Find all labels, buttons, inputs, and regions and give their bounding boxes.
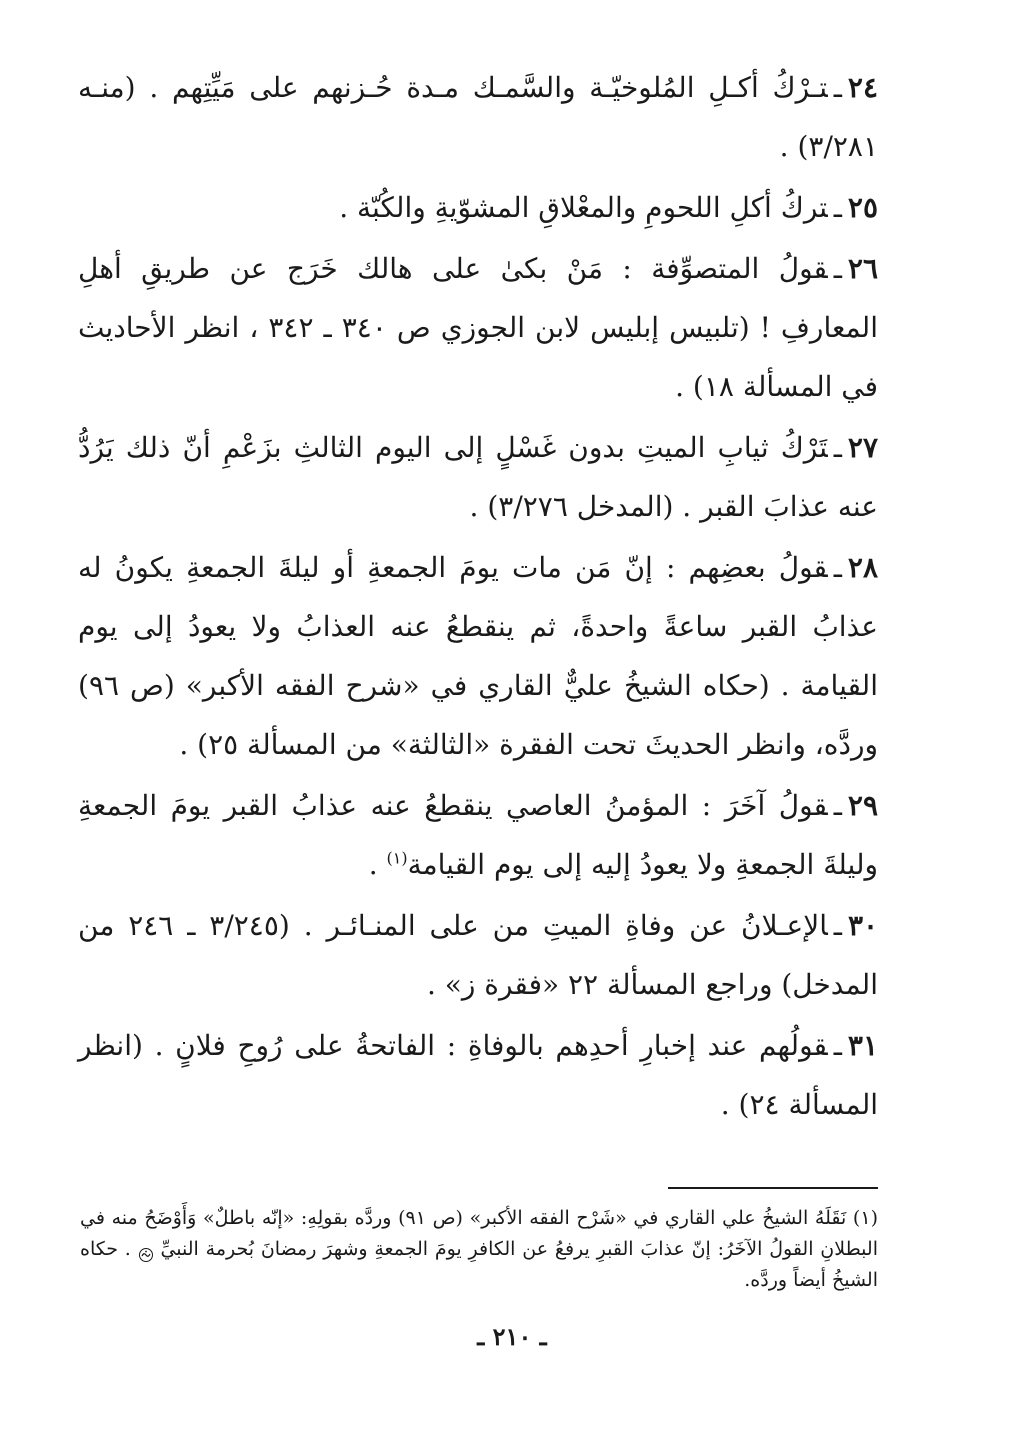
footnote xyxy=(80,1203,878,1296)
item-number: ٢٦ xyxy=(847,252,878,285)
item-number: ٢٥ xyxy=(847,191,878,224)
page-body xyxy=(78,58,878,1136)
list-item: ٢٩ـقولُ آخَرَ : المؤمنُ العاصي ينقطعُ عنه عذابُ القبر يومَ الجمعةِ وليلةَ الجمعةِ ولا يعودُ إليه إلى يوم القيامة$^{(١)}$ . xyxy=(78,789,878,881)
item-text: تـرْكُ أكـلِ المُلوخيّـة والسَّمـك مـدة حُـزنهم على مَيِّتِهم . (منـه ٣/٢٨١) . xyxy=(78,71,878,163)
footnote-reference[interactable]: (١) xyxy=(386,848,408,868)
item-text: قولُ آخَرَ : المؤمنُ العاصي ينقطعُ عنه عذابُ القبر يومَ الجمعةِ وليلةَ الجمعةِ ولا يعودُ إليه إلى يوم القيامة xyxy=(78,789,878,881)
item-text-end: . xyxy=(368,848,387,881)
footnote-text-end: . حكاه الشيخُ أيضاً وردَّه. xyxy=(80,1238,878,1291)
item-number: ٢٧ xyxy=(847,431,878,464)
honorific-icon xyxy=(138,1242,154,1258)
item-text: تركُ أكلِ اللحومِ والمعْلاقِ المشوّيةِ والكُبّة . xyxy=(339,191,828,224)
item-number: ٣١ xyxy=(847,1029,878,1062)
item-text: قولُ بعضِهم : إنّ مَن مات يومَ الجمعةِ أو ليلةَ الجمعةِ يكونُ له عذابُ القبر ساعةً واحدةً، ثم ينقطعُ عنه العذابُ ولا يعودُ إلى يوم القيامة . (حكاه الشيخُ عليٌّ القاري في «شرح الفقه الأكبر» (ص ٩٦) وردَّه، وانظر الحديثَ تحت الفقرة «الثالثة» من المسألة ٢٥) . xyxy=(78,551,878,761)
item-number: ٢٩ xyxy=(847,789,878,822)
item-number: ٣٠ xyxy=(847,909,879,942)
list-item: ٢٧ـتَرْكُ ثيابِ الميتِ بدون غَسْلٍ إلى اليوم الثالثِ بزَعْمِ أنّ ذلك يَرُدُّ عنه عذابَ القبر . (المدخل ٣/٢٧٦) . xyxy=(78,431,878,523)
footnote-text: (١) نَقَلَهُ الشيخُ علي القاري في «شَرْح الفقه الأكبر» (ص ٩١) وردَّه بقولِهِ: «إنّه باطلٌ» وَأَوْضَحُ منه في البطلانِ القولُ الآخَرُ: إنّ عذابَ القبرِ يرفعُ عن الكافرِ يومَ الجمعةِ وشهرَ رمضانَ بُحرمة النبيِّ xyxy=(80,1207,878,1260)
list-item: ٢٦ـقولُ المتصوِّفة : مَنْ بكىٰ على هالك خَرَج عن طريقِ أهلِ المعارفِ ! (تلبيس إبليس لابن الجوزي ص ٣٤٠ ـ ٣٤٢ ، انظر الأحاديث في المسألة ١٨) . xyxy=(78,252,878,403)
item-text: الإعـلانُ عن وفاةِ الميتِ من على المنـائـر . (٣/٢٤٥ ـ ٢٤٦ من المدخل) وراجع المسألة ٢٢ «فقرة ز» . xyxy=(78,909,878,1001)
item-number: ٢٨ xyxy=(847,551,878,584)
list-item: ٣٠ـالإعـلانُ عن وفاةِ الميتِ من على المنـائـر . (٣/٢٤٥ ـ ٢٤٦ من المدخل) وراجع المسألة ٢٢ «فقرة ز» . xyxy=(78,909,879,1001)
footnote-divider xyxy=(668,1187,878,1189)
item-text: قولُهم عند إخبارِ أحدِهم بالوفاةِ : الفاتحةُ على رُوحِ فلانٍ . (انظر المسألة ٢٤) . xyxy=(78,1029,878,1121)
list-item: ٢٥ـتركُ أكلِ اللحومِ والمعْلاقِ المشوّيةِ والكُبّة . xyxy=(339,191,878,224)
page-number: ـ ٢١٠ ـ xyxy=(477,1322,547,1351)
list-item: ٣١ـقولُهم عند إخبارِ أحدِهم بالوفاةِ : الفاتحةُ على رُوحِ فلانٍ . (انظر المسألة ٢٤) . xyxy=(78,1029,878,1121)
list-item: ٢٨ـقولُ بعضِهم : إنّ مَن مات يومَ الجمعةِ أو ليلةَ الجمعةِ يكونُ له عذابُ القبر ساعةً واحدةً، ثم ينقطعُ عنه العذابُ ولا يعودُ إلى يوم القيامة . (حكاه الشيخُ عليٌّ القاري في «شرح الفقه الأكبر» (ص ٩٦) وردَّه، وانظر الحديثَ تحت الفقرة «الثالثة» من المسألة ٢٥) . xyxy=(78,551,878,761)
list-item: ٢٤ـتـرْكُ أكـلِ المُلوخيّـة والسَّمـك مـدة حُـزنهم على مَيِّتِهم . (منـه ٣/٢٨١) . xyxy=(78,71,878,163)
item-number: ٢٤ xyxy=(847,71,878,104)
item-text: تَرْكُ ثيابِ الميتِ بدون غَسْلٍ إلى اليوم الثالثِ بزَعْمِ أنّ ذلك يَرُدُّ عنه عذابَ القبر . (المدخل ٣/٢٧٦) . xyxy=(78,431,878,523)
item-text: قولُ المتصوِّفة : مَنْ بكىٰ على هالك خَرَج عن طريقِ أهلِ المعارفِ ! (تلبيس إبليس لابن الجوزي ص ٣٤٠ ـ ٣٤٢ ، انظر الأحاديث في المسألة ١٨) . xyxy=(78,252,878,403)
